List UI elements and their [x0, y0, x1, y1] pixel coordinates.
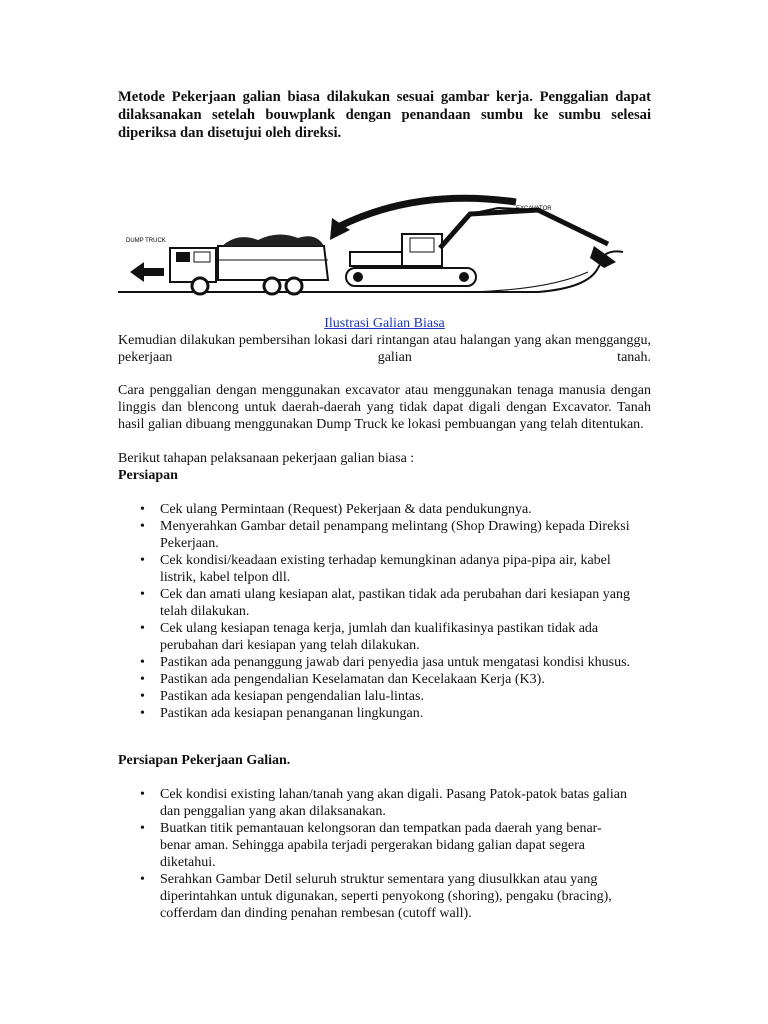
dump-truck-label: DUMP TRUCK: [126, 238, 166, 244]
section-heading-persiapan-galian: Persiapan Pekerjaan Galian.: [118, 753, 291, 768]
dump-truck-icon: [170, 234, 328, 294]
paragraph-steps-intro: Berikut tahapan pelaksanaan pekerjaan galian biasa :: [118, 451, 415, 466]
figure-caption-link[interactable]: Ilustrasi Galian Biasa: [324, 316, 445, 331]
paragraph-cleanup-line2: pekerjaan galian tanah.: [118, 350, 651, 365]
list-item: • Pastikan ada pengendalian Keselamatan dan Kecelakaan Kerja (K3).: [118, 671, 651, 688]
list-item: • Cek kondisi/keadaan existing terhadap kemungkinan adanya pipa-pipa air, kabel listrik, kabel telpon dll.: [118, 552, 651, 586]
paragraph-cleanup: [118, 332, 651, 366]
illustration-svg: [118, 188, 651, 306]
excavator-icon: [346, 208, 616, 286]
intro-block: [118, 88, 651, 142]
persiapan-galian-list: [118, 786, 651, 922]
list-item: • Cek kondisi existing lahan/tanah yang akan digali. Pasang Patok-patok batas galian dan penggalian yang akan dilaksanakan.: [118, 786, 651, 820]
list-item: • Buatkan titik pemantauan kelongsoran dan tempatkan pada daerah yang benar-benar aman. Sehingga apabila terjadi pergerakan bidang galian dapat segera diketahui.: [118, 820, 651, 871]
paragraph-method: Cara penggalian dengan menggunakan excavator atau menggunakan tenaga manusia dengan linggis dan blencong untuk daerah-daerah yang tidak dapat digali dengan Excavator. Tanah hasil galian dibuang menggunakan Dump Truck ke lokasi pembuangan yang telah ditentukan.: [118, 383, 651, 432]
list-item: • Pastikan ada kesiapan pengendalian lalu-lintas.: [118, 688, 651, 705]
list-item: • Cek ulang Permintaan (Request) Pekerjaan & data pendukungnya.: [118, 501, 651, 518]
list-item: • Cek ulang kesiapan tenaga kerja, jumlah dan kualifikasinya pastikan tidak ada perubahan dari kesiapan yang telah dilakukan.: [118, 620, 651, 654]
section-heading-persiapan: Persiapan: [118, 468, 178, 483]
pit-edge: [468, 272, 588, 292]
excavation-illustration: [118, 188, 651, 306]
figure-caption: [118, 315, 651, 332]
excavator-label: EXCAVATOR: [516, 206, 552, 212]
list-item: • Pastikan ada penanggung jawab dari penyedia jasa untuk mengatasi kondisi khusus.: [118, 654, 651, 671]
persiapan-list: [118, 501, 651, 722]
intro-paragraph: Metode Pekerjaan galian biasa dilakukan sesuai gambar kerja. Penggalian dapat dilaksanakan setelah bouwplank dengan penandaan sumbu ke sumbu selesai diperiksa dan disetujui oleh direksi.: [118, 89, 651, 141]
direction-arrow-icon: [130, 262, 164, 282]
list-item: • Serahkan Gambar Detil seluruh struktur sementara yang diusulkkan atau yang diperintahkan untuk digunakan, seperti penyokong (shoring), pengaku (bracing), cofferdam dan dinding penahan rembesan (cutoff wall).: [118, 871, 651, 922]
paragraph-cleanup-line1: Kemudian dilakukan pembersihan lokasi dari rintangan atau halangan yang akan mengganggu,: [118, 333, 651, 348]
list-item: • Pastikan ada kesiapan penanganan lingkungan.: [118, 705, 651, 722]
list-item: • Cek dan amati ulang kesiapan alat, pastikan tidak ada perubahan dari kesiapan yang telah dilakukan.: [118, 586, 651, 620]
list-item: • Menyerahkan Gambar detail penampang melintang (Shop Drawing) kepada Direksi Pekerjaan.: [118, 518, 651, 552]
